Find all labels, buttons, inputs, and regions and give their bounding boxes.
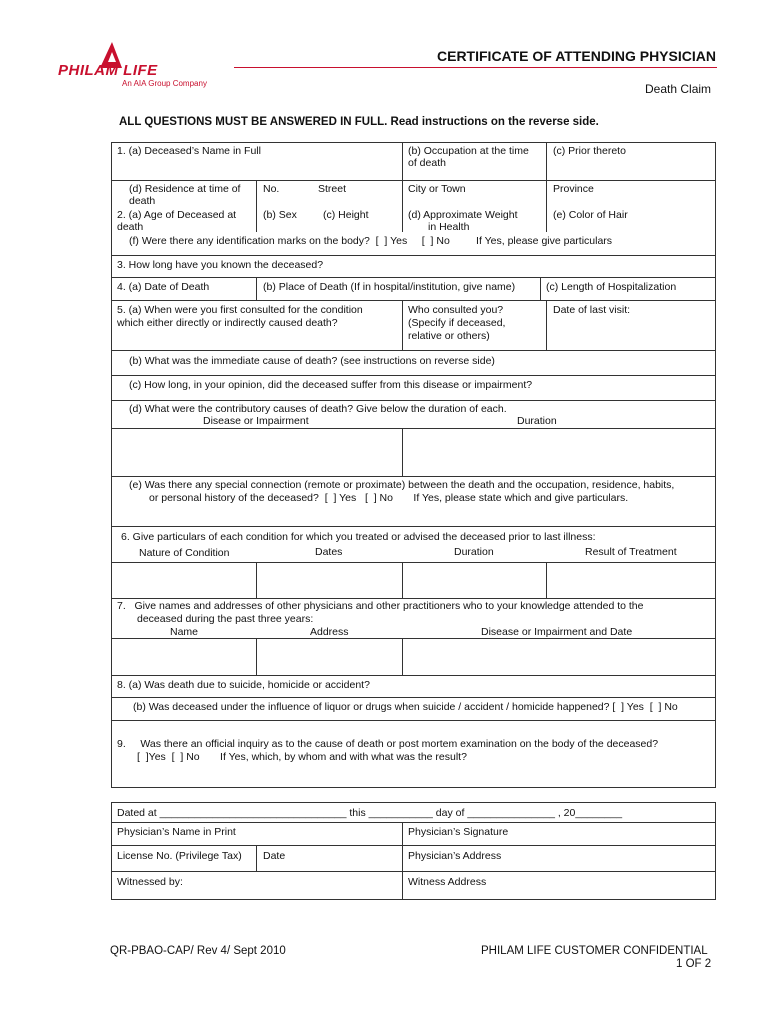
q5-who-line1: Who consulted you? xyxy=(408,304,504,316)
q5a-label-line1: 5. (a) When were you first consulted for the condition xyxy=(117,304,363,316)
witnessed-label: Witnessed by: xyxy=(117,876,183,888)
physician-name-label: Physician’s Name in Print xyxy=(117,826,236,838)
q5-who-line3: relative or others) xyxy=(408,330,490,342)
page-title: CERTIFICATE OF ATTENDING PHYSICIAN xyxy=(437,48,716,64)
logo-text: PHILAM LIFE xyxy=(58,62,158,79)
q9-label-line2: [ ]Yes [ ] No If Yes, which, by whom and with what was the result? xyxy=(137,751,467,763)
q1d-province-label: Province xyxy=(553,183,594,195)
q4a-label: 4. (a) Date of Death xyxy=(117,281,210,293)
q1c-label: (c) Prior thereto xyxy=(553,145,626,157)
q1d-label-line2: death xyxy=(129,195,156,207)
form-code: QR-PBAO-CAP/ Rev 4/ Sept 2010 xyxy=(110,945,286,957)
title-rule xyxy=(234,67,717,68)
q8b-label: (b) Was deceased under the influence of liquor or drugs when suicide / accident / homicide happened? [ ] Yes [ ] No xyxy=(133,701,678,713)
q2a-label-line1: 2. (a) Age of Deceased at xyxy=(117,209,237,221)
q2d-label-line2: in Health xyxy=(428,221,470,233)
q5e-label-line1: (e) Was there any special connection (remote or proximate) between the death and the occupation, residence, habits, xyxy=(129,479,675,491)
date-label: Date xyxy=(263,850,286,862)
q5e-label-line2: or personal history of the deceased? [ ] Yes [ ] No If Yes, please state which and give particulars. xyxy=(149,492,629,504)
q5-last-visit-label: Date of last visit: xyxy=(553,304,631,316)
q7-col-address: Address xyxy=(310,626,349,638)
q5d-disease-header: Disease or Impairment xyxy=(203,415,309,427)
q6-col-dates: Dates xyxy=(315,546,343,558)
q6-label: 6. Give particulars of each condition for which you treated or advised the deceased prior to last illness: xyxy=(121,531,596,543)
q5b-label: (b) What was the immediate cause of death? (see instructions on reverse side) xyxy=(129,355,495,367)
q3-label: 3. How long have you known the deceased? xyxy=(117,259,324,271)
q9-label-line1: 9. Was there an official inquiry as to the cause of death or post mortem examination on the body of the deceased? xyxy=(117,738,659,750)
q2d-label-line1: (d) Approximate Weight xyxy=(408,209,518,221)
logo-subtext: An AIA Group Company xyxy=(122,79,207,88)
confidential-label: PHILAM LIFE CUSTOMER CONFIDENTIAL xyxy=(481,945,708,957)
q5d-duration-header: Duration xyxy=(517,415,557,427)
physician-address-label: Physician’s Address xyxy=(408,850,502,862)
q2e-label: (e) Color of Hair xyxy=(553,209,628,221)
q5d-label: (d) What were the contributory causes of death? Give below the duration of each. xyxy=(129,403,507,415)
q2f-label: (f) Were there any identification marks on the body? [ ] Yes [ ] No If Yes, please give particulars xyxy=(129,235,613,247)
page-subtitle: Death Claim xyxy=(645,82,712,96)
q2b-label: (b) Sex xyxy=(263,209,297,221)
q7-label-line1: 7. Give names and addresses of other physicians and other practitioners who to your knowledge attended to the xyxy=(117,600,644,612)
q8a-label: 8. (a) Was death due to suicide, homicide or accident? xyxy=(117,679,370,691)
q7-label-line2: deceased during the past three years: xyxy=(137,613,314,625)
license-label: License No. (Privilege Tax) xyxy=(117,850,242,862)
q6-col-result: Result of Treatment xyxy=(585,546,677,558)
q6-col-nature: Nature of Condition xyxy=(139,547,230,559)
instruction: ALL QUESTIONS MUST BE ANSWERED IN FULL. Read instructions on the reverse side. xyxy=(119,116,599,128)
q7-col-name: Name xyxy=(170,626,199,638)
q6-col-duration: Duration xyxy=(454,546,494,558)
q1b-label-line1: (b) Occupation at the time xyxy=(408,145,529,157)
q1b-label-line2: of death xyxy=(408,157,446,169)
q5c-label: (c) How long, in your opinion, did the deceased suffer from this disease or impairment? xyxy=(129,379,533,391)
page-number: 1 OF 2 xyxy=(676,958,712,970)
q1d-label-line1: (d) Residence at time of xyxy=(129,183,241,195)
q1d-no-label: No. xyxy=(263,183,280,195)
dated-line: Dated at ________________________________ this ___________ day of _______________ , 20________ xyxy=(117,807,623,819)
q1d-city-label: City or Town xyxy=(408,183,466,195)
q2c-label: (c) Height xyxy=(323,209,369,221)
q7-col-disease: Disease or Impairment and Date xyxy=(481,626,633,638)
witness-address-label: Witness Address xyxy=(408,876,487,888)
q5-who-line2: (Specify if deceased, xyxy=(408,317,506,329)
q4b-label: (b) Place of Death (If in hospital/institution, give name) xyxy=(263,281,516,293)
physician-signature-label: Physician’s Signature xyxy=(408,826,509,838)
q1d-street-label: Street xyxy=(318,183,347,195)
logo xyxy=(58,40,228,96)
q4c-label: (c) Length of Hospitalization xyxy=(546,281,677,293)
q5a-label-line2: which either directly or indirectly caused death? xyxy=(117,317,338,329)
q1a-label: 1. (a) Deceased’s Name in Full xyxy=(117,145,261,157)
q2a-label-line2: death xyxy=(117,221,144,233)
